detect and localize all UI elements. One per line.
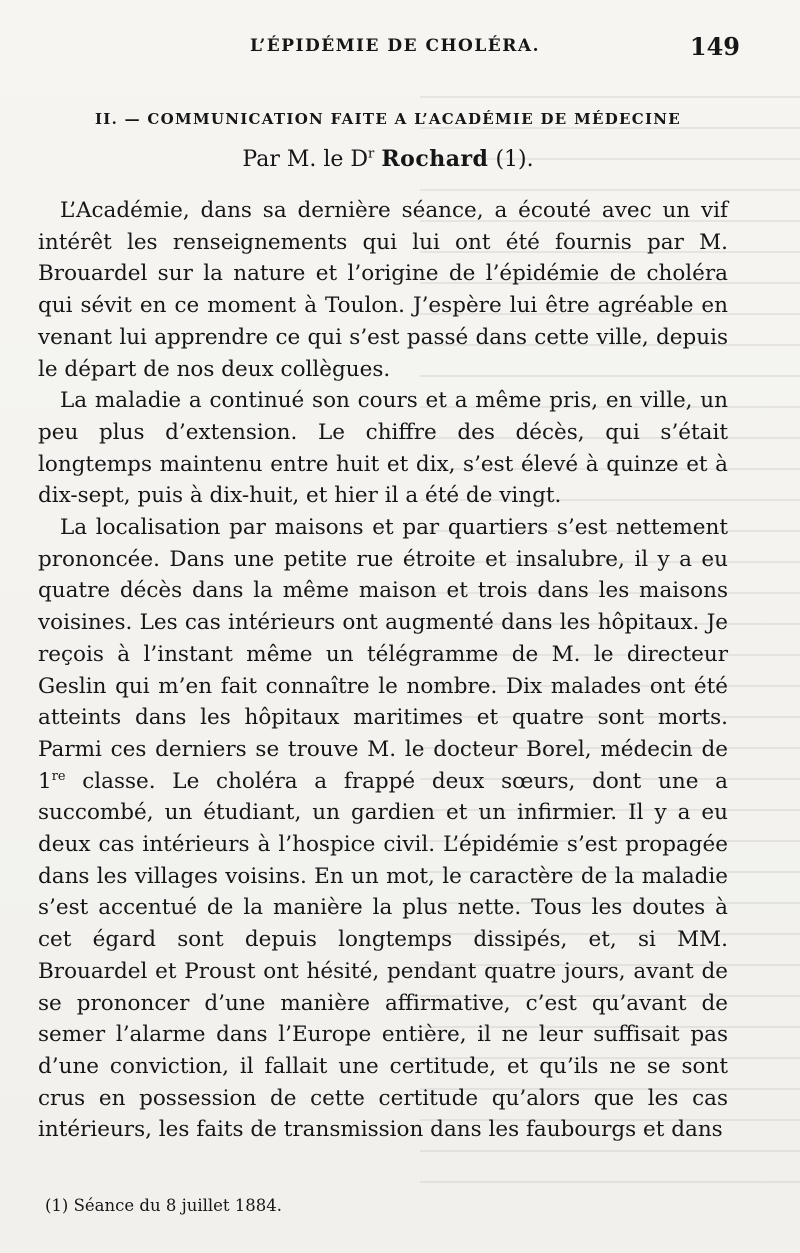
ordinal-sup: re <box>51 768 66 784</box>
author-name: Rochard <box>381 146 489 172</box>
byline <box>38 146 738 172</box>
paragraph-2: La maladie a continué son cours et a même pris, en ville, un peu plus d’extension. Le chiffre des décès, qui s’était longtemps maintenu entre huit et dix, s’est élevé à quinze et à dix-sept, puis à dix-huit, et hier il a été de vingt. <box>38 388 728 509</box>
paragraph-3 <box>38 512 728 1146</box>
paragraph-3-part-1: La localisation par maisons et par quartiers s’est nettement prononcée. Dans une petite rue étroite et insalubre, il y a eu quatre décès dans la même maison et trois dans les maisons voisines. Les cas intérieurs ont augmenté dans les hôpitaux. Je reçois à l’instant même un télégramme de M. le directeur Geslin qui m’en fait connaître le nombre. Dix malades ont été atteints dans les hôpitaux maritimes et quatre sont morts. Parmi ces derniers se trouve M. le docteur Borel, médecin de 1 <box>38 515 728 794</box>
paragraph-3-part-2: classe. Le choléra a frappé deux sœurs, dont une a succombé, un étudiant, un gardien et un infirmier. Il y a eu deux cas intérieurs à l’hospice civil. L’épidémie s’est propagée dans les villages voisins. En un mot, le caractère de la maladie s’est accentué de la manière la plus nette. Tous les doutes à cet égard sont depuis longtemps dissipés, et, si MM. Brouardel et Proust ont hésité, pendant quatre jours, avant de se prononcer d’une manière affirmative, c’est qu’avant de semer l’alarme dans l’Europe entière, il ne leur suffisait pas d’une conviction, il fallait une certitude, et qu’ils ne se sont crus en possession de cette certitude qu’alors que les cas intérieurs, les faits de transmission dans les faubourgs et dans <box>38 768 728 1143</box>
running-head <box>40 32 740 62</box>
running-head-title: L’ÉPIDÉMIE DE CHOLÉRA. <box>250 36 541 56</box>
section-heading: II. — COMMUNICATION FAITE A L’ACADÉMIE DE MÉDECINE <box>94 110 682 128</box>
footnote: (1) Séance du 8 juillet 1884. <box>45 1196 283 1215</box>
byline-title-sup: r <box>368 146 375 162</box>
body-text <box>38 195 728 1146</box>
footnote-reference: (1). <box>495 147 534 172</box>
paragraph-1: L’Académie, dans sa dernière séance, a écouté avec un vif intérêt les renseignements qui lui ont été fournis par M. Brouardel sur la nature et l’origine de l’épidémie de choléra qui sévit en ce moment à Toulon. J’espère lui être agréable en venant lui apprendre ce qui s’est passé dans cette ville, depuis le départ de nos deux collègues. <box>38 198 728 382</box>
byline-prefix: Par M. le D <box>242 147 369 172</box>
page-number: 149 <box>689 32 740 61</box>
